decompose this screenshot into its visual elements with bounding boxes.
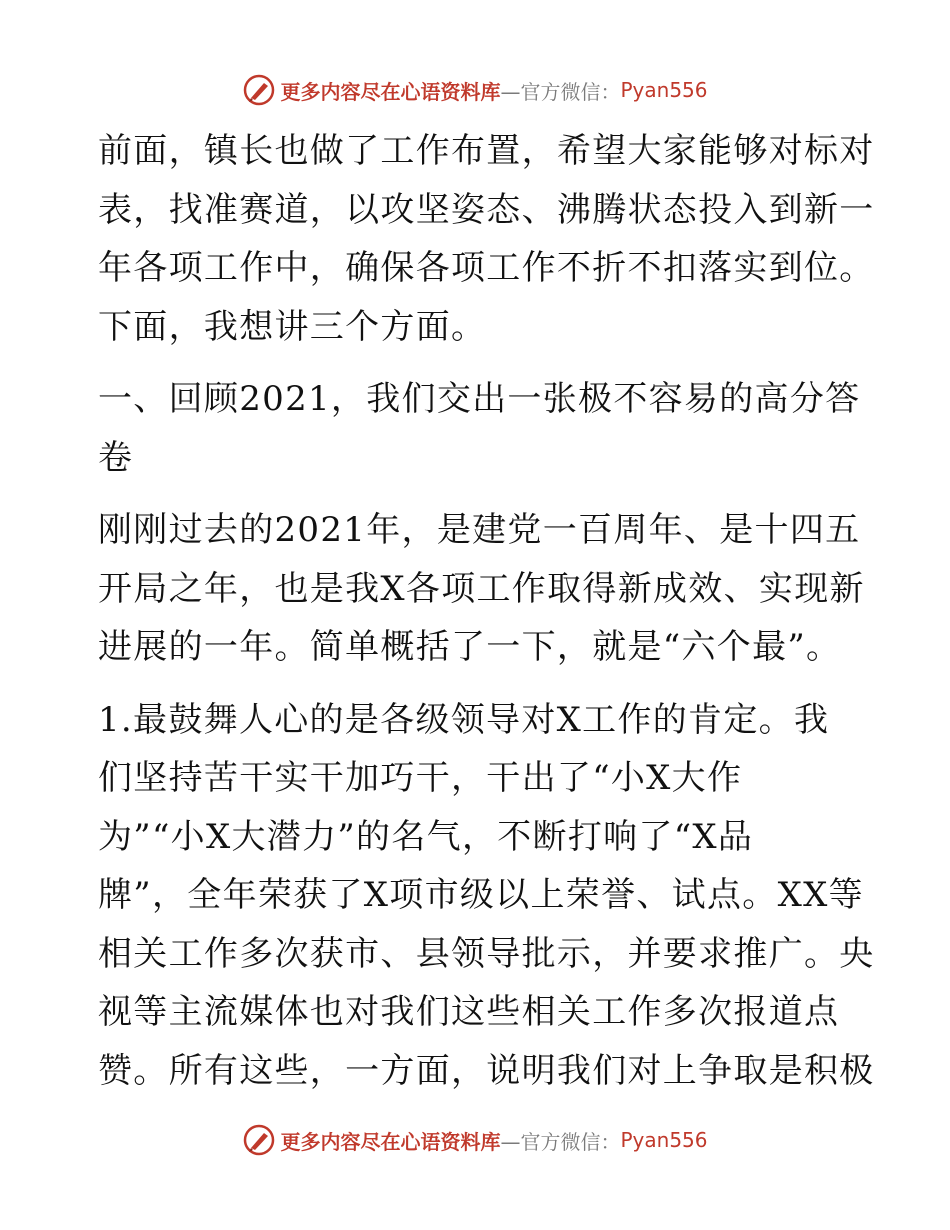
document-body [98,122,875,1100]
watermark-wechat-id: Pyan556 [620,78,708,102]
text-line: 为”“小X大潜力”的名气，不断打响了“X品 [98,816,754,857]
text-line: 牌”，全年荣获了X项市级以上荣誉、试点。XX等 [98,875,864,915]
header-watermark [0,70,950,110]
text-line: 进展的一年。简单概括了一下，就是“六个最”。 [98,627,842,667]
text-line: 年各项工作中，确保各项工作不折不扣落实到位。 [98,248,875,288]
text-line: 刚刚过去的2021年，是建党一百周年、是十四五 [98,510,861,550]
paragraph-point-1 [98,691,875,1101]
text-line: 们坚持苦干实干加巧干，干出了“小X大作 [98,758,743,798]
text-line: 一、回顾2021，我们交出一张极不容易的高分答 [98,379,861,419]
pen-logo-icon [242,1123,276,1157]
paragraph-intro [98,122,875,356]
watermark-wechat-label: —官方微信： [500,1129,621,1154]
pen-logo-icon [242,73,276,107]
footer-watermark [0,1120,950,1160]
section-heading-review-2021 [98,370,861,487]
text-line: 下面，我想讲三个方面。 [98,306,487,347]
text-line: 前面，镇长也做了工作布置，希望大家能够对标对 [98,131,875,171]
text-line: 开局之年，也是我X各项工作取得新成效、实现新 [98,568,865,609]
text-line: 相关工作多次获市、县领导批示，并要求推广。央 [98,933,875,974]
text-line: 赞。所有这些，一方面，说明我们对上争取是积极 [98,1050,875,1091]
text-line: 表，找准赛道，以攻坚姿态、沸腾状态投入到新一 [98,189,875,230]
watermark-site-text: 更多内容尽在心语资料库 [280,79,501,104]
paragraph-summary-2021 [98,501,865,677]
text-line: 卷 [98,437,134,478]
text-line: 1.最鼓舞人心的是各级领导对X工作的肯定。我 [98,699,830,740]
watermark-site-text: 更多内容尽在心语资料库 [280,1129,501,1154]
watermark-wechat-id: Pyan556 [620,1128,708,1152]
watermark-wechat-label: —官方微信： [500,79,621,104]
text-line: 视等主流媒体也对我们这些相关工作多次报道点 [98,992,840,1032]
